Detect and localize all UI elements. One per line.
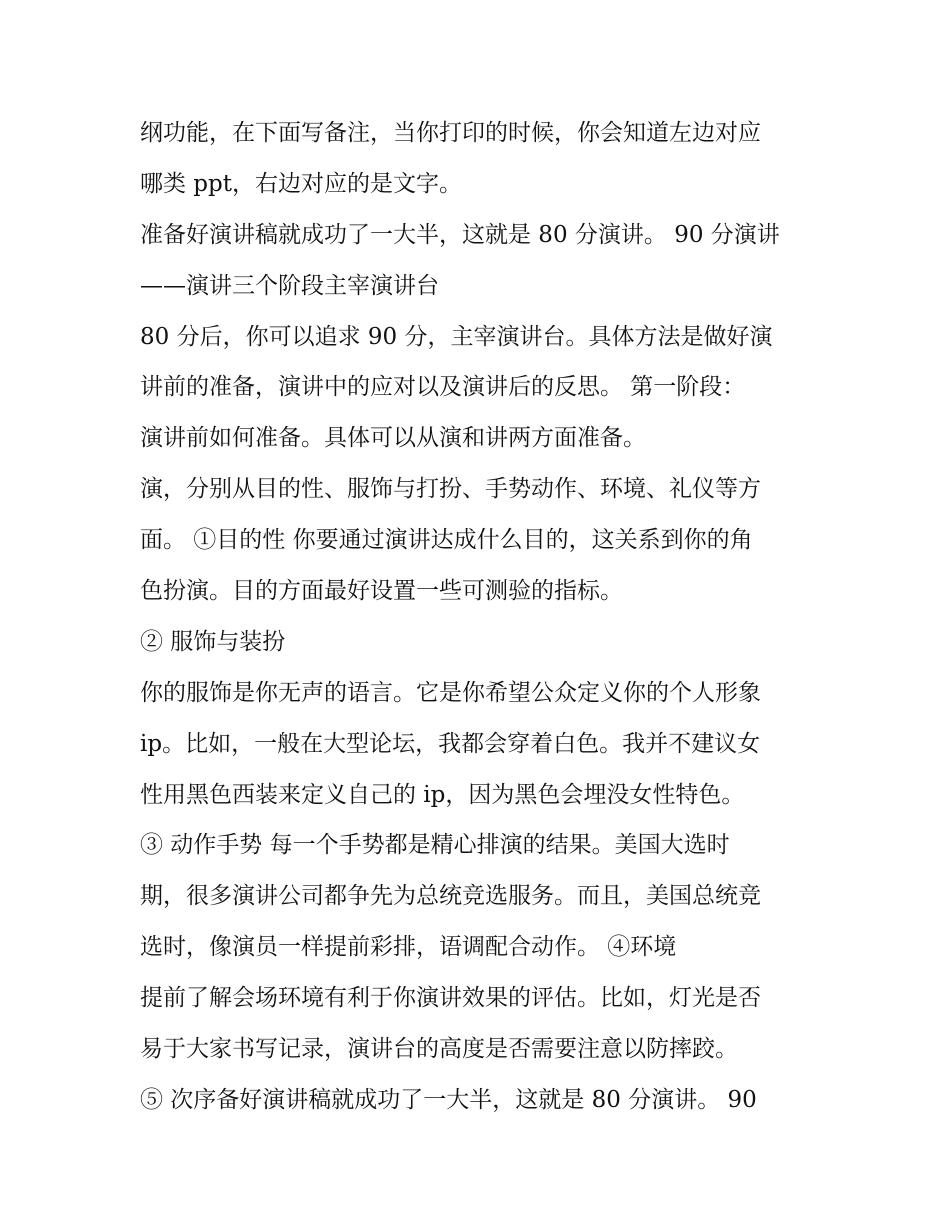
text-line: 性用黑色西装来定义自己的 ip，因为黑色会埋没女性特色。 [140, 781, 745, 808]
text-line: 面。 ①目的性 你要通过演讲达成什么目的，这关系到你的角 [140, 527, 753, 554]
text-line: ——演讲三个阶段主宰演讲台 [140, 272, 439, 299]
text-line: 易于大家书写记录，演讲台的高度是否需要注意以防摔跤。 [140, 1036, 738, 1063]
text-line: ② 服饰与装扮 [140, 628, 286, 655]
text-line: 纲功能，在下面写备注，当你打印的时候，你会知道左边对应 [140, 120, 761, 146]
text-line: 准备好演讲稿就成功了一大半，这就是 80 分演讲。 90 分演讲 [140, 221, 780, 248]
text-line: 选时，像演员一样提前彩排，语调配合动作。 ④环境 [140, 934, 677, 961]
text-line: 演讲前如何准备。具体可以从演和讲两方面准备。 [140, 425, 646, 452]
text-line: 提前了解会场环境有利于你演讲效果的评估。比如，灯光是否 [140, 985, 761, 1012]
text-line: 80 分后，你可以追求 90 分，主宰演讲台。具体方法是做好演 [140, 323, 773, 350]
text-line: 你的服饰是你无声的语言。它是你希望公众定义你的个人形象 [140, 679, 761, 706]
text-line: 期，很多演讲公司都争先为总统竞选服务。而且，美国总统竞 [140, 883, 761, 910]
text-line: 哪类 ppt，右边对应的是文字。 [140, 170, 462, 197]
text-line: 色扮演。目的方面最好设置一些可测验的指标。 [140, 578, 623, 605]
text-line: ③ 动作手势 每一个手势都是精心排演的结果。美国大选时 [140, 832, 730, 859]
text-line: ip。比如，一般在大型论坛，我都会穿着白色。我并不建议女 [140, 730, 761, 757]
text-line: 演，分别从目的性、服饰与打扮、手势动作、环境、礼仪等方 [140, 476, 761, 503]
text-line: 讲前的准备，演讲中的应对以及演讲后的反思。 第一阶段： [140, 374, 746, 401]
text-line: ⑤ 次序备好演讲稿就成功了一大半，这就是 80 分演讲。 90 [140, 1086, 757, 1113]
document-body [140, 108, 820, 1126]
